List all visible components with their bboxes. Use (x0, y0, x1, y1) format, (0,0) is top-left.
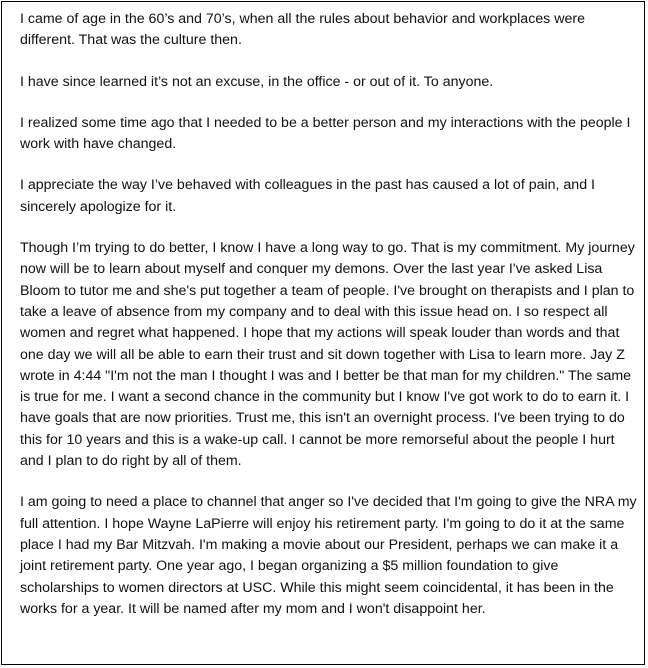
paragraph-2: I have since learned it’s not an excuse, in the office - or out of it. To anyone. (20, 73, 494, 90)
paragraph-4: I appreciate the way I’ve behaved with colleagues in the past has caused a lot of pain, and I sincerely apologize for it. (20, 177, 595, 215)
paragraph-1: I came of age in the 60’s and 70’s, when all the rules about behavior and workplaces were different. That was the culture then. (20, 11, 585, 49)
paragraph-6: I am going to need a place to channel that anger so I've decided that I'm going to give the NRA my full attention. I hope Wayne LaPierre will enjoy his retirement party. I'm going to do it at the same place I had my Bar Mitzvah. I'm making a movie about our President, perhaps we can make it a joint retirement party. One year ago, I began organizing a $5 million foundation to give scholarships to women directors at USC. While this might seem coincidental, it has been in the works for a year. It will be named after my mom and I won't disappoint her. (20, 494, 637, 617)
paragraph-3: I realized some time ago that I needed to be a better person and my interactions with the people I work with have changed. (20, 114, 631, 153)
statement-body (20, 9, 638, 620)
document-frame (1, 1, 645, 665)
paragraph-5: Though I’m trying to do better, I know I have a long way to go. That is my commitment. My journey now will be to learn about myself and conquer my demons. Over the last year I've asked Lisa Bloom to tutor me and she's put together a team of people. I've brought on therapists and I plan to take a leave of absence from my company and to deal with this issue head on. I so respect all women and regret what happened. I hope that my actions will speak louder than words and that one day we will all be able to earn their trust and sit down together with Lisa to learn more. Jay Z wrote in 4:44 "I'm not the man I thought I was and I better be that man for my children." The same is true for me. I want a second chance in the community but I know I've got work to do to earn it. I have goals that are now priorities. Trust me, this isn't an overnight process. I've been trying to do this for 10 years and this is a wake-up call. I cannot be more remorseful about the people I hurt and I plan to do right by all of them. (20, 240, 635, 470)
